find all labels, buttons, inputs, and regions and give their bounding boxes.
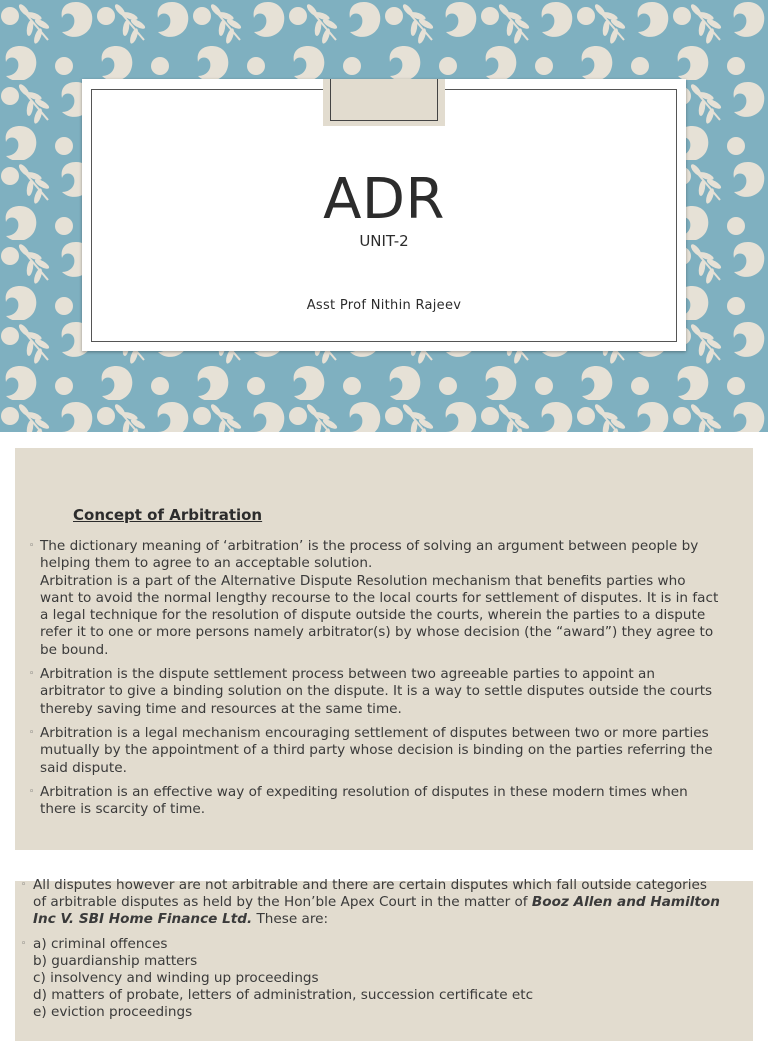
bullet-list xyxy=(29,538,719,825)
title-card xyxy=(82,79,686,351)
author-name: Asst Prof Nithin Rajeev xyxy=(306,298,462,313)
bullet-icon: ◦ xyxy=(29,669,35,680)
concept-slide xyxy=(15,448,753,850)
slide-subtitle: UNIT-2 xyxy=(359,232,409,250)
list-item xyxy=(21,936,721,1022)
section-heading: Concept of Arbitration xyxy=(73,506,263,524)
intro-text-start: All disputes however are not arbitrable and there are certain disputes which fall outside categories of arbitrable disputes as held by the Hon’ble Apex Court in the matter of xyxy=(33,877,707,911)
bullet-text: The dictionary meaning of ‘arbitration’ is the process of solving an argument between people by helping them to agree to an acceptable solution. Arbitration is a part of the Alternative Dispute Resolution mechanism that benefits parties who want to avoid the normal lengthy recourse to the local courts for settlement of disputes. It is in fact a legal technique for the resolution of dispute outside the courts, wherein the parties to a dispute refer it to one or more persons namely arbitrator(s) by whose decision (the “award”) they agree to be bound. xyxy=(40,538,719,658)
list-item xyxy=(29,666,719,718)
list-item xyxy=(21,877,721,929)
list-item xyxy=(29,725,719,777)
dispute-item: b) guardianship matters xyxy=(33,952,198,969)
dispute-item: e) eviction proceedings xyxy=(33,1004,193,1021)
non-arbitrable-slide xyxy=(15,877,753,1041)
dispute-item: c) insolvency and winding up proceedings xyxy=(33,970,319,987)
slide-title: ADR xyxy=(323,167,445,232)
dispute-item: d) matters of probate, letters of administration, succession certificate etc xyxy=(33,987,534,1004)
dispute-list xyxy=(33,936,721,1022)
title-card-tab-inner xyxy=(330,79,438,121)
bullet-text: Arbitration is a legal mechanism encouraging settlement of disputes between two or more parties mutually by the appointment of a third party whose decision is binding on the parties referring the said dispute. xyxy=(40,724,713,776)
intro-text xyxy=(33,877,720,927)
title-slide xyxy=(0,0,768,432)
bullet-text: Arbitration is the dispute settlement process between two agreeable parties to appoint an arbitrator to give a binding solution on the dispute. It is a way to settle disputes outside the courts thereby saving time and resources at the same time. xyxy=(40,666,713,717)
bullet-list xyxy=(21,877,721,1029)
bullet-icon: ◦ xyxy=(21,938,27,949)
dispute-item: a) criminal offences xyxy=(33,935,168,952)
bullet-icon: ◦ xyxy=(29,786,35,797)
title-card-tab xyxy=(323,79,445,126)
bullet-icon: ◦ xyxy=(29,541,35,551)
case-name: Booz Allen and Hamilton Inc V. SBI Home Finance Ltd. xyxy=(33,894,720,928)
list-item xyxy=(29,784,719,819)
bullet-text: Arbitration is an effective way of expediting resolution of disputes in these modern times when there is scarcity of time. xyxy=(40,783,688,818)
list-item xyxy=(29,538,719,659)
intro-text-end: These are: xyxy=(252,911,329,928)
bullet-icon: ◦ xyxy=(29,727,35,738)
bullet-icon: ◦ xyxy=(21,880,27,890)
